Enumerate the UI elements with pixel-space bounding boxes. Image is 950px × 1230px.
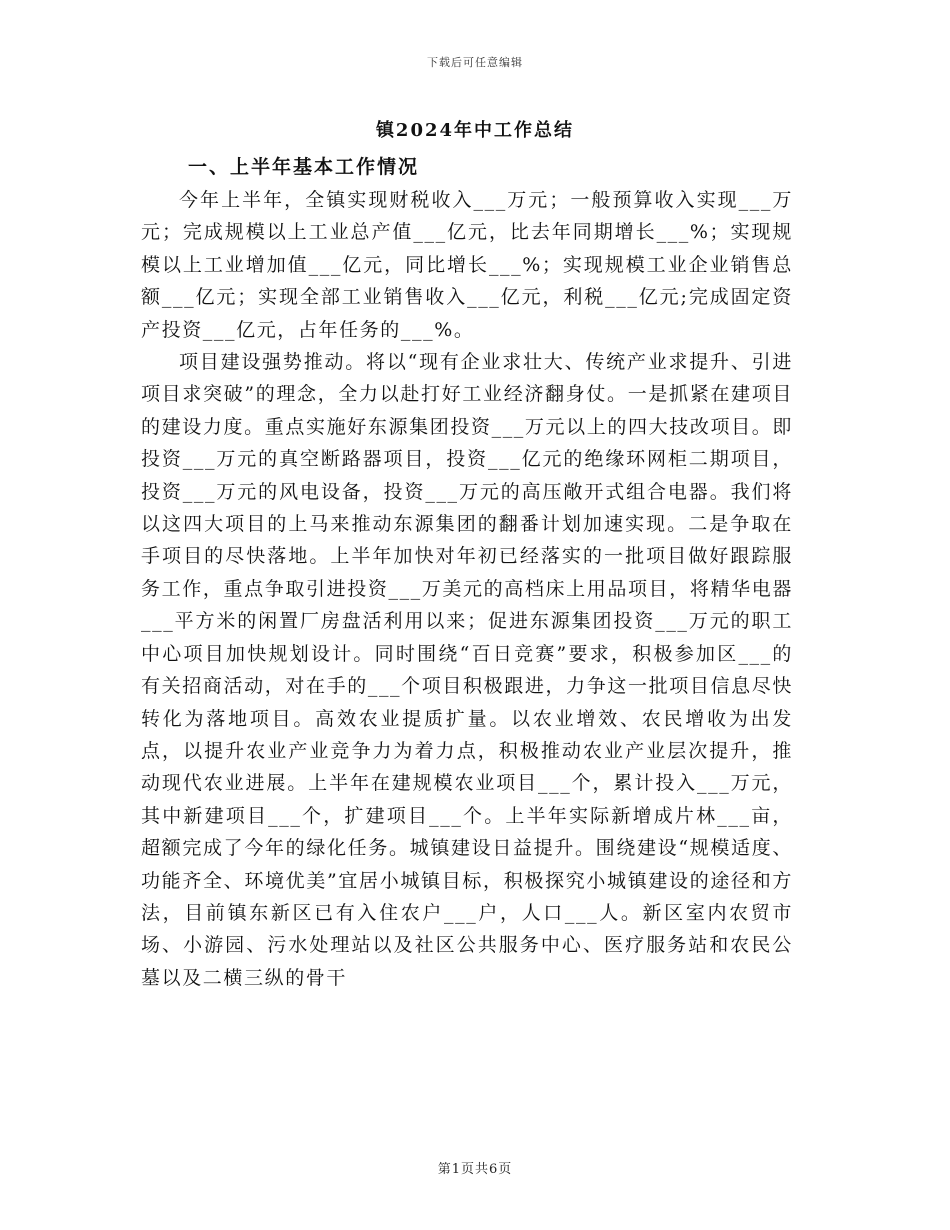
document-body — [141, 184, 793, 994]
section-heading: 一、上半年基本工作情况 — [188, 156, 420, 178]
page-footer: 第1页共6页 — [437, 1162, 513, 1177]
document-title: 镇2024年中工作总结 — [375, 120, 575, 141]
paragraph-financial-summary: 今年上半年，全镇实现财税收入___万元；一般预算收入实现___万元；完成规模以上工业总产值___亿元，比去年同期增长___%；实现规模以上工业增加值___亿元，同比增长___%；实现规模工业企业销售总额___亿元；实现全部工业销售收入___亿元，利税___亿元;完成固定资产投资___亿元，占年任务的___%。 — [141, 189, 793, 341]
paragraph-project-construction: 项目建设强势推动。将以“现有企业求壮大、传统产业求提升、引进项目求突破”的理念，全力以赴打好工业经济翻身仗。一是抓紧在建项目的建设力度。重点实施好东源集团投资___万元以上的四大技改项目。即投资___万元的真空断路器项目，投资___亿元的绝缘环网柜二期项目，投资___万元的风电设备，投资___万元的高压敞开式组合电器。我们将以这四大项目的上马来推动东源集团的翻番计划加速实现。二是争取在手项目的尽快落地。上半年加快对年初已经落实的一批项目做好跟踪服务工作，重点争取引进投资___万美元的高档床上用品项目，将精华电器___平方米的闲置厂房盘活利用以来；促进东源集团投资___万元的职工中心项目加快规划设计。同时围绕“百日竞赛”要求，积极参加区___的有关招商活动，对在手的___个项目积极跟进，力争这一批项目信息尽快转化为落地项目。高效农业提质扩量。以农业增效、农民增收为出发点，以提升农业产业竞争力为着力点，积极推动农业产业层次提升，推动现代农业进展。上半年在建规模农业项目___个，累计投入___万元，其中新建项目___个，扩建项目___个。上半年实际新增成片林___亩，超额完成了今年的绿化任务。城镇建设日益提升。围绕建设“规模适度、功能齐全、环境优美”宜居小城镇目标，积极探究小城镇建设的途径和方法，目前镇东新区已有入住农户___户，人口___人。新区室内农贸市场、小游园、污水处理站以及社区公共服务中心、医疗服务站和农民公墓以及二横三纵的骨干 — [141, 351, 793, 989]
page-header-note: 下载后可任意编辑 — [427, 56, 523, 69]
